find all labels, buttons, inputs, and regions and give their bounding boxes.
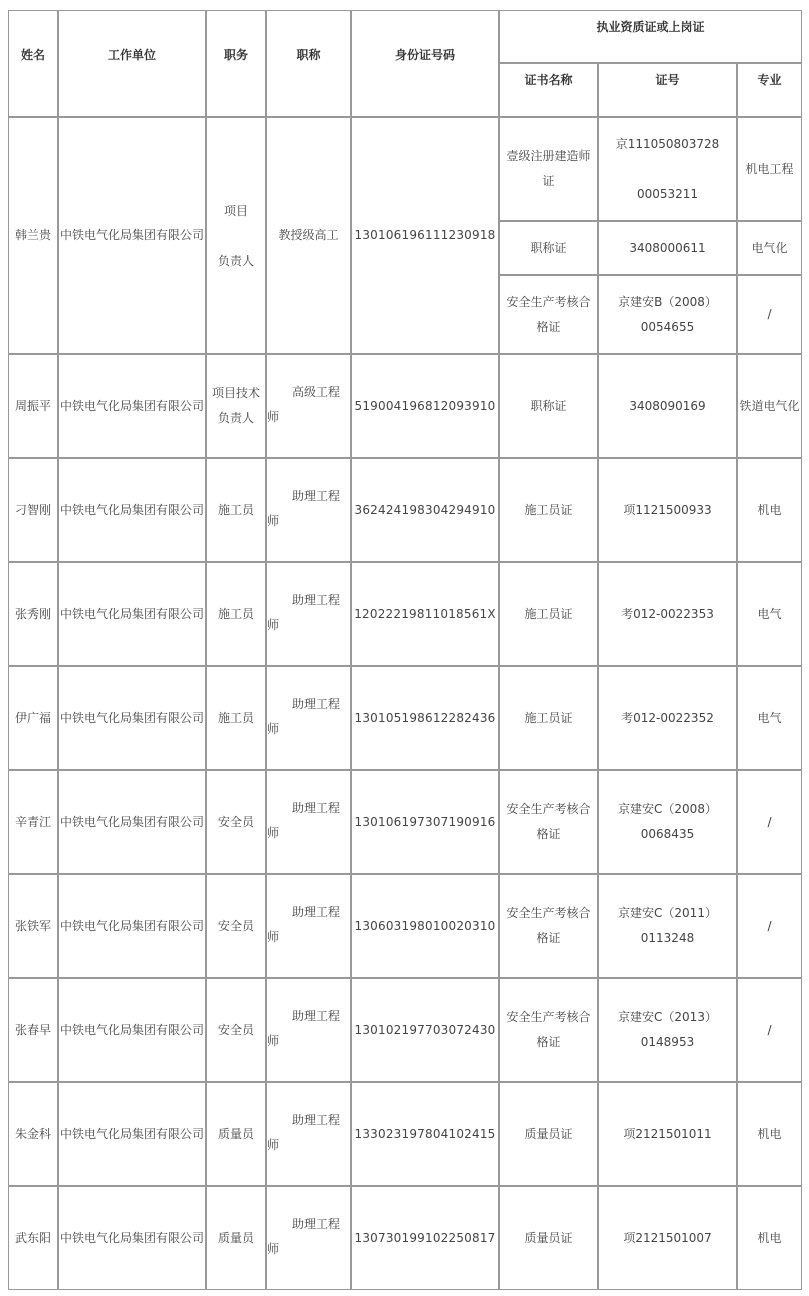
cell-title-line2: 师 (267, 930, 280, 944)
cell-title-line1: 助理工程 (291, 1217, 340, 1231)
cell-cert-no (598, 221, 737, 275)
cell-id-number-text: 12022219811018561X (354, 606, 496, 621)
cell-major (737, 1082, 802, 1186)
cell-unit-text: 中铁电气化局集团有限公司 (59, 814, 204, 829)
cell-name (8, 458, 58, 562)
cell-position-line2: 负责人 (217, 411, 254, 425)
cell-cert-name (499, 874, 598, 978)
cell-cert-name (499, 978, 598, 1082)
cell-name (8, 117, 58, 354)
cell-id-number-text: 130603198010020310 (354, 918, 496, 933)
cell-name (8, 770, 58, 874)
cell-cert-name (499, 117, 598, 221)
cell-major (737, 562, 802, 666)
cell-cert-name-line2: 证 (542, 174, 555, 188)
cell-cert-no-line2: 0113248 (640, 931, 695, 945)
cell-position-line1: 安全员 (217, 814, 254, 829)
cell-title-line2: 师 (267, 826, 280, 840)
header-cert-name (499, 63, 598, 117)
cell-unit (58, 458, 206, 562)
cell-cert-name-line1: 施工员证 (524, 606, 573, 621)
cell-position (206, 978, 266, 1082)
cell-name-text: 张春早 (14, 1022, 51, 1037)
cell-major (737, 117, 802, 221)
cell-id-number (351, 354, 499, 458)
cell-unit-text: 中铁电气化局集团有限公司 (59, 606, 204, 621)
cell-position-line1: 安全员 (217, 918, 254, 933)
cell-cert-name-line1: 质量员证 (524, 1126, 573, 1141)
cell-position (206, 874, 266, 978)
cell-cert-name-line2: 格证 (536, 827, 561, 841)
cell-id-number-text: 130106196111230918 (354, 228, 496, 242)
cell-title (266, 117, 351, 354)
cell-cert-name-line1: 壹级注册建造师 (506, 149, 591, 163)
cell-cert-name-line2: 格证 (536, 1035, 561, 1049)
cell-name-text: 伊广福 (14, 710, 51, 725)
cell-position-line1: 项目 (223, 203, 248, 218)
cell-cert-name (499, 354, 598, 458)
cell-cert-name (499, 221, 598, 275)
cell-position (206, 770, 266, 874)
cell-cert-no (598, 978, 737, 1082)
cell-title (266, 666, 351, 770)
cell-title-line2: 师 (267, 618, 280, 632)
cell-position (206, 458, 266, 562)
cell-name (8, 666, 58, 770)
cell-title-line1: 助理工程 (291, 801, 340, 815)
cell-unit (58, 354, 206, 458)
cell-title-line2: 师 (267, 1242, 280, 1256)
cell-unit (58, 770, 206, 874)
cell-title-line1: 助理工程 (291, 1113, 340, 1127)
cell-cert-no-line1: 项2121501007 (623, 1230, 712, 1245)
cell-position-line1: 施工员 (217, 606, 254, 621)
cell-cert-name-line1: 施工员证 (524, 710, 573, 725)
cell-cert-name-line2: 格证 (536, 931, 561, 945)
cell-title-line2: 师 (267, 1034, 280, 1048)
cell-unit (58, 117, 206, 354)
cell-cert-name (499, 666, 598, 770)
cell-cert-no-line1: 项2121501011 (623, 1126, 712, 1141)
header-cert-name-text: 证书名称 (524, 73, 573, 87)
cell-name-text: 辛青江 (14, 814, 51, 829)
cell-title (266, 770, 351, 874)
cell-id-number-text: 133023197804102415 (354, 1126, 496, 1141)
cell-major (737, 458, 802, 562)
cell-cert-name-text: 职称证 (530, 240, 567, 255)
cell-id-number (351, 874, 499, 978)
cell-cert-name-line1: 职称证 (530, 398, 567, 413)
cell-name (8, 874, 58, 978)
cell-major-text: 电气 (757, 710, 782, 725)
cell-major-text: 机电 (757, 1126, 782, 1141)
cell-unit (58, 978, 206, 1082)
cell-unit-text: 中铁电气化局集团有限公司 (59, 398, 204, 413)
cell-title-line1: 助理工程 (291, 905, 340, 919)
cell-id-number (351, 562, 499, 666)
cell-title-line2: 师 (267, 1138, 280, 1152)
cell-name (8, 562, 58, 666)
cell-id-number (351, 117, 499, 354)
cell-major-text: / (767, 918, 772, 933)
cell-title-line2: 师 (267, 410, 280, 424)
cell-cert-no-line2: 0054655 (640, 319, 695, 334)
cell-cert-no-line1: 考012-0022353 (621, 606, 714, 621)
cell-major (737, 874, 802, 978)
cell-title-line2: 师 (267, 514, 280, 528)
cell-id-number (351, 458, 499, 562)
cell-id-number (351, 666, 499, 770)
cell-unit (58, 562, 206, 666)
cell-position-line2: 负责人 (217, 253, 254, 268)
header-title-text: 职称 (296, 48, 321, 62)
cell-unit (58, 874, 206, 978)
cell-major-text: / (767, 1022, 772, 1037)
cell-cert-no (598, 770, 737, 874)
header-name (8, 10, 58, 117)
cell-cert-no-line2: 0068435 (640, 827, 695, 841)
cell-position (206, 117, 266, 354)
header-id-number (351, 10, 499, 117)
header-id-number-text: 身份证号码 (394, 48, 455, 62)
cell-unit (58, 1082, 206, 1186)
cell-title (266, 1082, 351, 1186)
cell-name (8, 1082, 58, 1186)
header-unit (58, 10, 206, 117)
cell-major-text: / (767, 814, 772, 829)
cell-title-line1: 高级工程 (291, 385, 340, 399)
cell-unit-text: 中铁电气化局集团有限公司 (59, 710, 204, 725)
cell-title-text: 教授级高工 (278, 228, 339, 242)
cell-position (206, 562, 266, 666)
header-major (737, 63, 802, 117)
cell-major (737, 770, 802, 874)
cell-title-line2: 师 (267, 722, 280, 736)
cell-name (8, 1186, 58, 1290)
cell-major-text: 电气 (757, 606, 782, 621)
cell-unit (58, 666, 206, 770)
cell-position (206, 354, 266, 458)
cell-title-line1: 助理工程 (291, 1009, 340, 1023)
cell-cert-no (598, 562, 737, 666)
cell-cert-name-line1: 施工员证 (524, 502, 573, 517)
cell-position (206, 1186, 266, 1290)
cell-cert-name (499, 1082, 598, 1186)
cell-major-text: 电气化 (751, 240, 788, 255)
cell-cert-no-line1: 京建安C（2008） (618, 802, 717, 816)
cell-position-line1: 项目技术 (211, 386, 260, 400)
cell-position-line1: 施工员 (217, 502, 254, 517)
cell-title (266, 978, 351, 1082)
cell-major (737, 354, 802, 458)
cell-cert-no (598, 275, 737, 354)
header-cert-group-text: 执业资质证或上岗证 (596, 20, 705, 34)
cell-unit-text: 中铁电气化局集团有限公司 (59, 502, 204, 517)
header-major-text: 专业 (757, 73, 782, 87)
cell-unit-text: 中铁电气化局集团有限公司 (59, 918, 204, 933)
cell-cert-name-line2: 格证 (536, 319, 561, 334)
cell-cert-name-line1: 质量员证 (524, 1230, 573, 1245)
cell-cert-no (598, 666, 737, 770)
cell-name-text: 张铁军 (14, 918, 51, 933)
cell-id-number-text: 519004196812093910 (354, 398, 496, 413)
cell-name-text: 周振平 (14, 398, 51, 413)
header-name-text: 姓名 (20, 48, 45, 62)
cell-name-text: 韩兰贵 (14, 228, 51, 242)
cell-cert-name-line1: 安全生产考核合 (506, 1010, 591, 1024)
cell-cert-no-line1: 3408090169 (629, 398, 706, 413)
header-position (206, 10, 266, 117)
cell-id-number-text: 130105198612282436 (354, 710, 496, 725)
cell-cert-name (499, 275, 598, 354)
cell-cert-no-line1: 京111050803728 (615, 137, 720, 151)
cell-unit-text: 中铁电气化局集团有限公司 (59, 1022, 204, 1037)
cell-cert-no-line1: 京建安C（2011） (618, 906, 717, 920)
cell-cert-no (598, 458, 737, 562)
cell-title (266, 1186, 351, 1290)
cell-major (737, 978, 802, 1082)
header-unit-text: 工作单位 (107, 48, 156, 62)
cell-cert-no-line2: 0148953 (640, 1035, 695, 1049)
cell-cert-no (598, 1082, 737, 1186)
header-cert-group (499, 10, 802, 63)
cell-major (737, 666, 802, 770)
cell-cert-no-line2: 00053211 (636, 187, 699, 201)
cell-title (266, 354, 351, 458)
cell-unit-text: 中铁电气化局集团有限公司 (59, 1230, 204, 1245)
cell-unit (58, 1186, 206, 1290)
cell-cert-no (598, 117, 737, 221)
cell-position-line1: 质量员 (217, 1126, 254, 1141)
cell-id-number (351, 770, 499, 874)
cell-cert-name (499, 770, 598, 874)
cell-name-text: 刁智刚 (14, 502, 51, 517)
cell-major-text: 机电 (757, 502, 782, 517)
cell-title-line1: 助理工程 (291, 593, 340, 607)
cell-cert-name-line1: 安全生产考核合 (506, 906, 591, 920)
cell-id-number-text: 130730199102250817 (354, 1230, 496, 1245)
cell-cert-no (598, 1186, 737, 1290)
cell-cert-name-line1: 安全生产考核合 (506, 802, 591, 816)
cell-name (8, 978, 58, 1082)
cell-name-text: 武东阳 (14, 1230, 51, 1245)
cell-id-number (351, 978, 499, 1082)
cell-cert-name (499, 458, 598, 562)
cell-id-number-text: 130106197307190916 (354, 814, 496, 829)
cell-id-number-text: 362424198304294910 (354, 502, 496, 517)
cell-cert-no (598, 354, 737, 458)
header-cert-no-text: 证号 (655, 73, 680, 87)
cell-id-number-text: 130102197703072430 (354, 1022, 496, 1037)
cell-title (266, 562, 351, 666)
header-cert-no (598, 63, 737, 117)
cell-id-number (351, 1082, 499, 1186)
cell-major (737, 221, 802, 275)
cell-major (737, 1186, 802, 1290)
header-title (266, 10, 351, 117)
header-position-text: 职务 (223, 48, 248, 62)
cell-cert-name-line1: 安全生产考核合 (506, 294, 591, 309)
cell-title (266, 874, 351, 978)
cell-name-text: 张秀刚 (14, 606, 51, 621)
cell-unit-text: 中铁电气化局集团有限公司 (59, 1126, 204, 1141)
cell-title-line1: 助理工程 (291, 489, 340, 503)
cell-cert-no-line1: 项1121500933 (623, 502, 712, 517)
cell-name-text: 朱金科 (14, 1126, 51, 1141)
cell-cert-name (499, 1186, 598, 1290)
cell-major-text: 机电 (757, 1230, 782, 1245)
cell-cert-no (598, 874, 737, 978)
cell-cert-no-line1: 京建安C（2013） (618, 1010, 717, 1024)
cell-major (737, 275, 802, 354)
cell-name (8, 354, 58, 458)
cell-position-line1: 安全员 (217, 1022, 254, 1037)
cell-position (206, 1082, 266, 1186)
cell-id-number (351, 1186, 499, 1290)
cell-position-line1: 施工员 (217, 710, 254, 725)
cell-title-line1: 助理工程 (291, 697, 340, 711)
cell-cert-no-text: 3408000611 (629, 240, 706, 255)
cell-position (206, 666, 266, 770)
cell-major-text: 机电工程 (745, 161, 794, 176)
cell-unit-text: 中铁电气化局集团有限公司 (59, 228, 204, 242)
cell-title (266, 458, 351, 562)
cell-position-line1: 质量员 (217, 1230, 254, 1245)
cell-cert-no-line1: 考012-0022352 (621, 710, 714, 725)
cell-cert-name (499, 562, 598, 666)
cell-cert-no-line1: 京建安B（2008） (618, 294, 717, 309)
cell-major-text: / (767, 307, 772, 321)
cell-major-text: 铁道电气化 (739, 398, 800, 413)
